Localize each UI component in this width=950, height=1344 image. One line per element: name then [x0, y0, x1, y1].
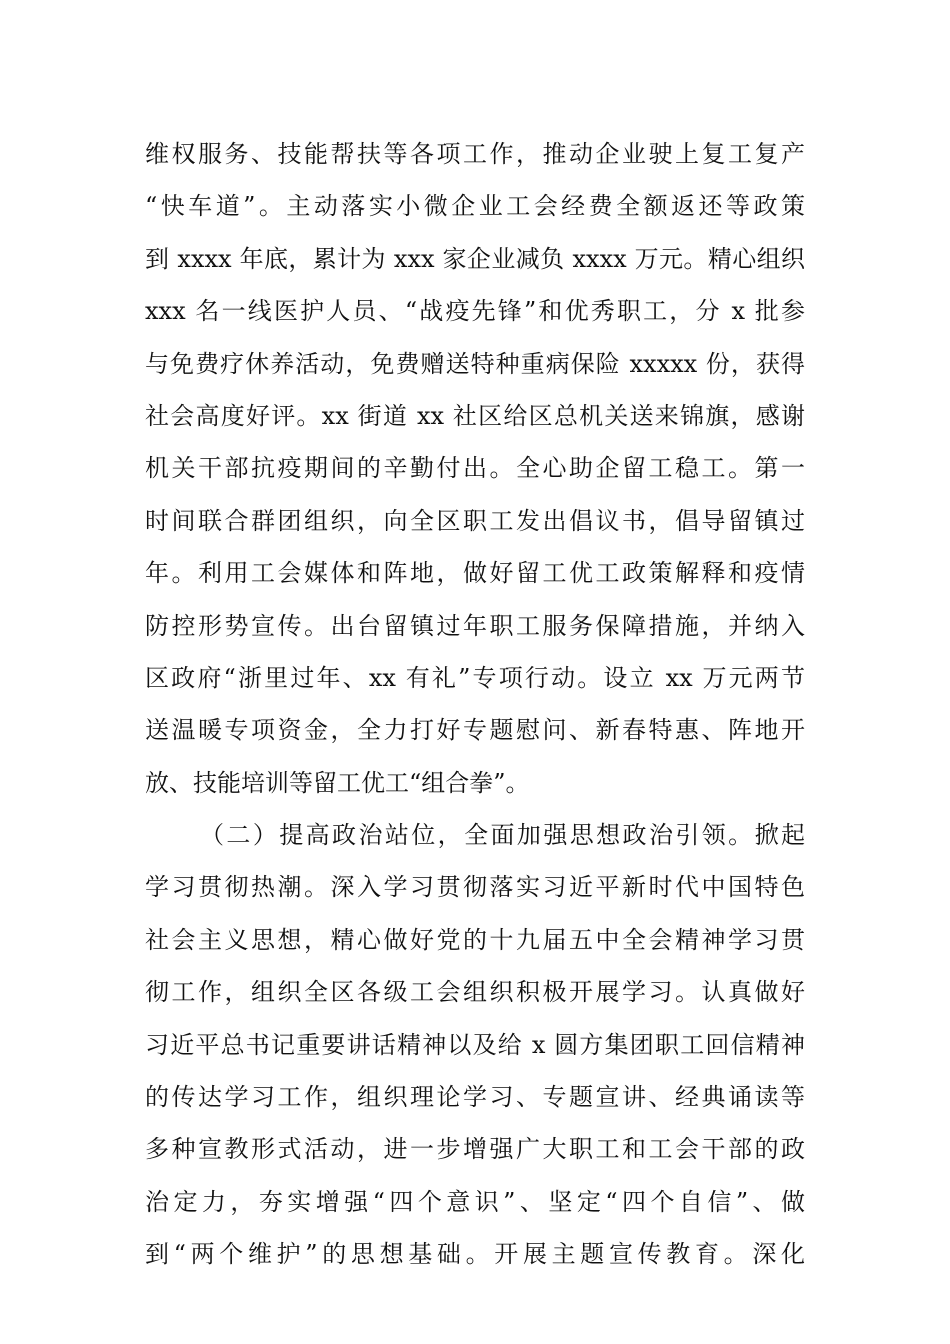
text-line: 机关干部抗疫期间的辛勤付出。全心助企留工稳工。第一	[145, 454, 805, 483]
text-line: 社会高度好评。xx 街道 xx 社区给区总机关送来锦旗，感谢	[145, 401, 805, 430]
paragraph-2	[145, 809, 805, 1281]
document-body	[145, 128, 805, 1281]
text-line: 放、技能培训等留工优工“组合拳”。	[145, 768, 530, 797]
text-line: 社会主义思想，精心做好党的十九届五中全会精神学习贯	[145, 925, 805, 954]
text-line: 防控形势宣传。出台留镇过年职工服务保障措施，并纳入	[145, 611, 805, 640]
section-heading-line: （二）提高政治站位，全面加强思想政治引领。掀起	[200, 821, 805, 850]
text-line: 的传达学习工作，组织理论学习、专题宣讲、经典诵读等	[145, 1083, 805, 1112]
text-line: 多种宣教形式活动，进一步增强广大职工和工会干部的政	[145, 1135, 805, 1164]
text-line: 彻工作，组织全区各级工会组织积极开展学习。认真做好	[145, 978, 805, 1007]
text-line: 送温暖专项资金，全力打好专题慰问、新春特惠、阵地开	[145, 716, 805, 745]
paragraph-1	[145, 128, 805, 809]
text-line: 维权服务、技能帮扶等各项工作，推动企业驶上复工复产	[145, 140, 805, 168]
text-line: 治定力，夯实增强“四个意识”、坚定“四个自信”、做	[145, 1187, 805, 1216]
text-line: 年。利用工会媒体和阵地，做好留工优工政策解释和疫情	[145, 559, 805, 588]
text-line: 与免费疗休养活动，免费赠送特种重病保险 xxxxx 份，获得	[145, 349, 805, 378]
text-line: 区政府“浙里过年、xx 有礼”专项行动。设立 xx 万元两节	[145, 663, 805, 692]
text-line: “快车道”。主动落实小微企业工会经费全额返还等政策	[145, 192, 805, 221]
text-line: 到 xxxx 年底，累计为 xxx 家企业减负 xxxx 万元。精心组织	[145, 244, 805, 273]
text-line: 时间联合群团组织，向全区职工发出倡议书，倡导留镇过	[145, 506, 805, 535]
text-line: 习近平总书记重要讲话精神以及给 x 圆方集团职工回信精神	[145, 1030, 805, 1059]
text-line: 学习贯彻热潮。深入学习贯彻落实习近平新时代中国特色	[145, 873, 805, 902]
text-line: 到“两个维护”的思想基础。开展主题宣传教育。深化	[145, 1240, 805, 1269]
text-line: xxx 名一线医护人员、“战疫先锋”和优秀职工，分 x 批参	[145, 297, 805, 326]
